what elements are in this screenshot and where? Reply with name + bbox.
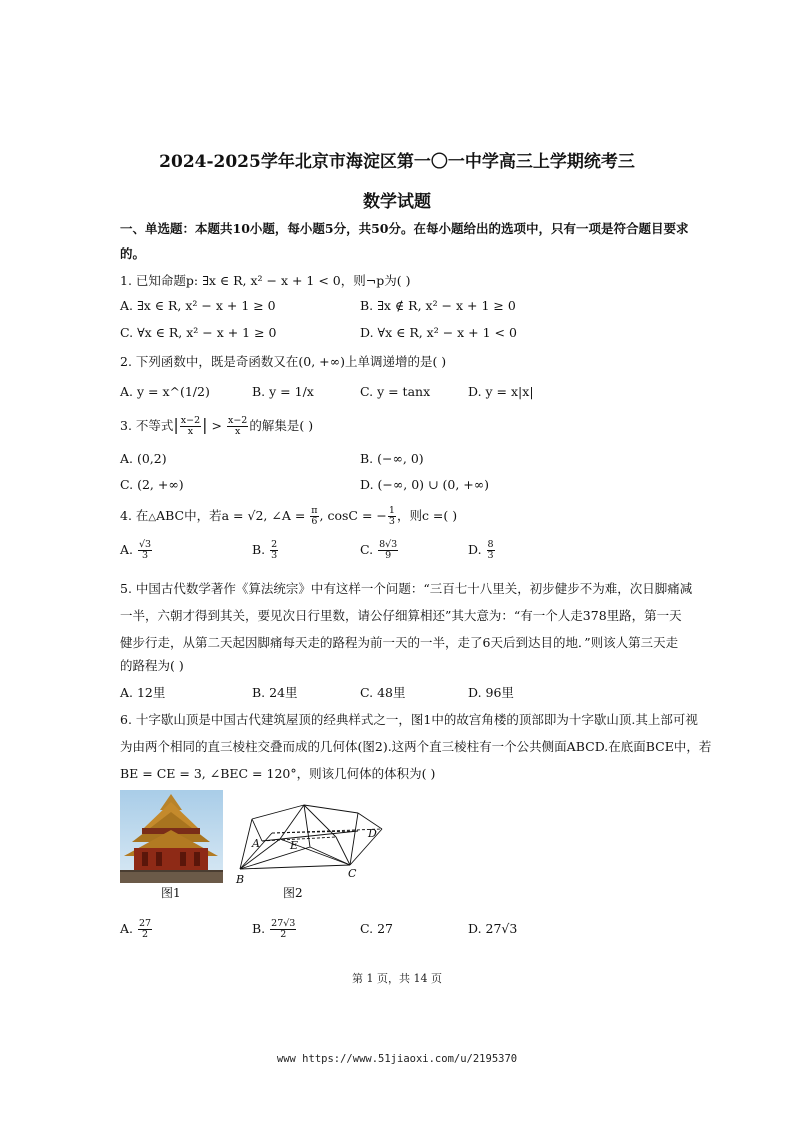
document-subtitle: 数学试题 — [363, 192, 431, 212]
figure-1-caption: 图1 — [161, 886, 181, 900]
vertex-label-b: B — [236, 873, 245, 885]
q2-option-b: B. y = 1/x — [252, 384, 314, 399]
q5-option-b: B. 24里 — [252, 685, 298, 700]
figure-2-diagram — [232, 793, 384, 885]
q6-line-1: 6. 十字歇山顶是中国古代建筑屋顶的经典样式之一，图1中的故宫角楼的顶部即为十字歇山顶.其上部可视 — [120, 712, 698, 727]
corner-tower-image — [120, 790, 223, 883]
vertex-label-c: C — [348, 867, 357, 880]
q4-stem: 4. 在△ABC中，若a = √2, ∠A = $\frac{\pi}{6}$ , cosC = − $\frac{1}{3}$ ，则c =( ) — [120, 505, 458, 527]
q1-option-d: D. ∀x ∈ R, x² − x + 1 < 0 — [360, 325, 517, 340]
q3-option-d: D. (−∞, 0) ∪ (0, +∞) — [360, 477, 490, 492]
q3-fraction-left: $\frac{x-2}{x}$ — [180, 415, 201, 437]
vertex-label-d: D — [368, 827, 377, 840]
q5-line-2: 一半，六朝才得到其关，要见次日行里数，请公仔细算相还”其大意为：“有一个人走378里路，第一天 — [120, 608, 682, 623]
q1-option-c: C. ∀x ∈ R, x² − x + 1 ≥ 0 — [120, 325, 277, 340]
triangle-symbol-icon: △ — [148, 512, 157, 523]
q3-option-c: C. (2, +∞) — [120, 477, 184, 492]
q4-option-d: D. $\frac{8}{3}$ — [468, 539, 494, 561]
q4-option-a: A. $\frac{√3}{3}$ — [120, 539, 152, 561]
prism-diagram — [232, 793, 384, 885]
q5-option-d: D. 96里 — [468, 685, 514, 700]
vertex-label-a: A — [252, 837, 260, 850]
q5-line-3: 健步行走，从第二天起因脚痛每天走的路程为前一天的一半，走了6天后到达目的地．”则该人第三天走 — [120, 635, 679, 650]
q5-option-a: A. 12里 — [120, 685, 166, 700]
q4-option-b: B. $\frac{2}{3}$ — [252, 539, 278, 561]
q5-line-1: 5. 中国古代数学著作《算法统宗》中有这样一个问题：“三百七十八里关，初步健步不为难，次日脚痛减 — [120, 581, 693, 596]
q3-option-b: B. (−∞, 0) — [360, 451, 424, 466]
q1-option-b: B. ∃x ∉ R, x² − x + 1 ≥ 0 — [360, 298, 516, 313]
q6-option-c: C. 27 — [360, 921, 393, 936]
q6-option-a: A. $\frac{27}{2}$ — [120, 918, 152, 940]
vertex-label-e: E — [290, 839, 299, 852]
page-footer: 第 1 页，共 14 页 — [352, 972, 442, 985]
q1-option-a: A. ∃x ∈ R, x² − x + 1 ≥ 0 — [120, 298, 276, 313]
q1-stem: 1. 已知命题p: ∃x ∈ R, x² − x + 1 < 0，则¬p为( ) — [120, 273, 411, 288]
q2-option-c: C. y = tanx — [360, 384, 431, 399]
q3-stem-prefix: 3. 不等式 — [120, 418, 174, 433]
q5-option-c: C. 48里 — [360, 685, 406, 700]
q6-option-d: D. 27√3 — [468, 921, 518, 936]
q3-stem: 3. 不等式| $\frac{x-2}{x}$ | > $\frac{x-2}{x}$ 的解集是( ) — [120, 415, 314, 437]
q5-line-4: 的路程为( ) — [120, 658, 184, 673]
watermark-url[interactable]: www https://www.51jiaoxi.com/u/2195370 — [276, 1053, 518, 1065]
q2-option-a: A. y = x^(1/2) — [120, 384, 210, 399]
q6-line-2: 为由两个相同的直三棱柱交叠而成的几何体(图2).这两个直三棱柱有一个公共侧面ABCD.在底面BCE中，若 — [120, 739, 712, 754]
figure-1-photo — [120, 790, 223, 883]
section-heading: 一、单选题：本题共10小题，每小题5分，共50分。在每小题给出的选项中，只有一项是符合题目要求 — [120, 221, 689, 236]
q6-option-b: B. $\frac{27√3}{2}$ — [252, 918, 296, 940]
section-heading-cont: 的。 — [120, 246, 146, 261]
q2-stem: 2. 下列函数中，既是奇函数又在(0, +∞)上单调递增的是( ) — [120, 354, 447, 369]
document-title: 2024-2025学年北京市海淀区第一〇一中学高三上学期统考三 — [159, 152, 635, 172]
q2-option-d: D. y = x|x| — [468, 384, 534, 399]
q3-stem-suffix: 的解集是( ) — [249, 418, 314, 433]
q3-fraction-right: $\frac{x-2}{x}$ — [227, 415, 248, 437]
q4-option-c: C. $\frac{8√3}{9}$ — [360, 539, 398, 561]
q3-option-a: A. (0,2) — [120, 451, 167, 466]
figure-2-caption: 图2 — [283, 886, 303, 900]
q6-line-3: BE = CE = 3, ∠BEC = 120°，则该几何体的体积为( ) — [120, 766, 436, 781]
